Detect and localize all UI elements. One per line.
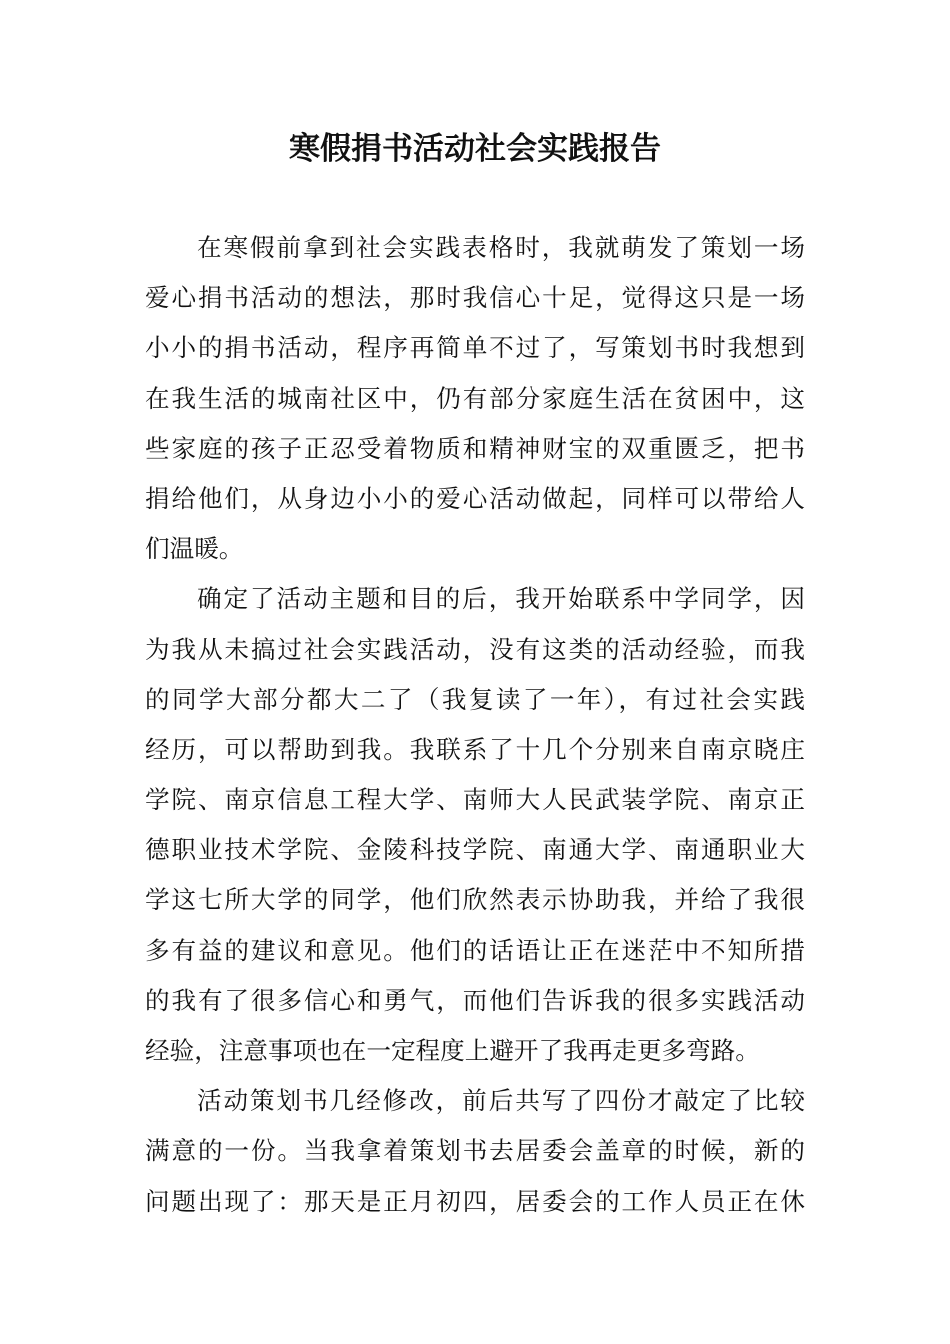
document-title: 寒假捐书活动社会实践报告	[289, 131, 661, 167]
paragraph-2-line-6: 德职业技术学院、金陵科技学院、南通大学、南通职业大	[145, 835, 805, 865]
paragraph-2-line-1: 确定了活动主题和目的后，我开始联系中学同学，因	[197, 584, 805, 614]
paragraph-2-line-4: 经历，可以帮助到我。我联系了十几个分别来自南京晓庄	[145, 734, 805, 764]
paragraph-1-line-5: 些家庭的孩子正忍受着物质和精神财宝的双重匮乏，把书	[145, 433, 805, 463]
paragraph-3-line-3: 问题出现了：那天是正月初四，居委会的工作人员正在休	[145, 1186, 805, 1216]
paragraph-2-line-10: 经验，注意事项也在一定程度上避开了我再走更多弯路。	[145, 1036, 760, 1065]
paragraph-2-line-8: 多有益的建议和意见。他们的话语让正在迷茫中不知所措	[145, 935, 805, 965]
paragraph-2-line-5: 学院、南京信息工程大学、南师大人民武装学院、南京正	[145, 785, 805, 815]
paragraph-1-line-6: 捐给他们，从身边小小的爱心活动做起，同样可以带给人	[145, 483, 805, 513]
paragraph-1-line-2: 爱心捐书活动的想法，那时我信心十足，觉得这只是一场	[145, 283, 805, 313]
paragraph-2-line-3: 的同学大部分都大二了（我复读了一年），有过社会实践	[145, 684, 805, 714]
paragraph-1-line-1: 在寒假前拿到社会实践表格时，我就萌发了策划一场	[197, 233, 805, 262]
paragraph-1-line-4: 在我生活的城南社区中，仍有部分家庭生活在贫困中，这	[145, 383, 805, 413]
paragraph-1-line-3: 小小的捐书活动，程序再简单不过了，写策划书时我想到	[145, 333, 805, 363]
paragraph-3-line-1: 活动策划书几经修改，前后共写了四份才敲定了比较	[197, 1086, 805, 1116]
paragraph-3-line-2: 满意的一份。当我拿着策划书去居委会盖章的时候，新的	[145, 1136, 805, 1166]
paragraph-2-line-7: 学这七所大学的同学，他们欣然表示协助我，并给了我很	[145, 885, 805, 915]
document-body	[145, 223, 805, 1227]
paragraph-1-line-7: 们温暖。	[145, 534, 244, 564]
paragraph-2-line-2: 为我从未搞过社会实践活动，没有这类的活动经验，而我	[145, 634, 805, 664]
paragraph-2-line-9: 的我有了很多信心和勇气，而他们告诉我的很多实践活动	[145, 985, 805, 1015]
